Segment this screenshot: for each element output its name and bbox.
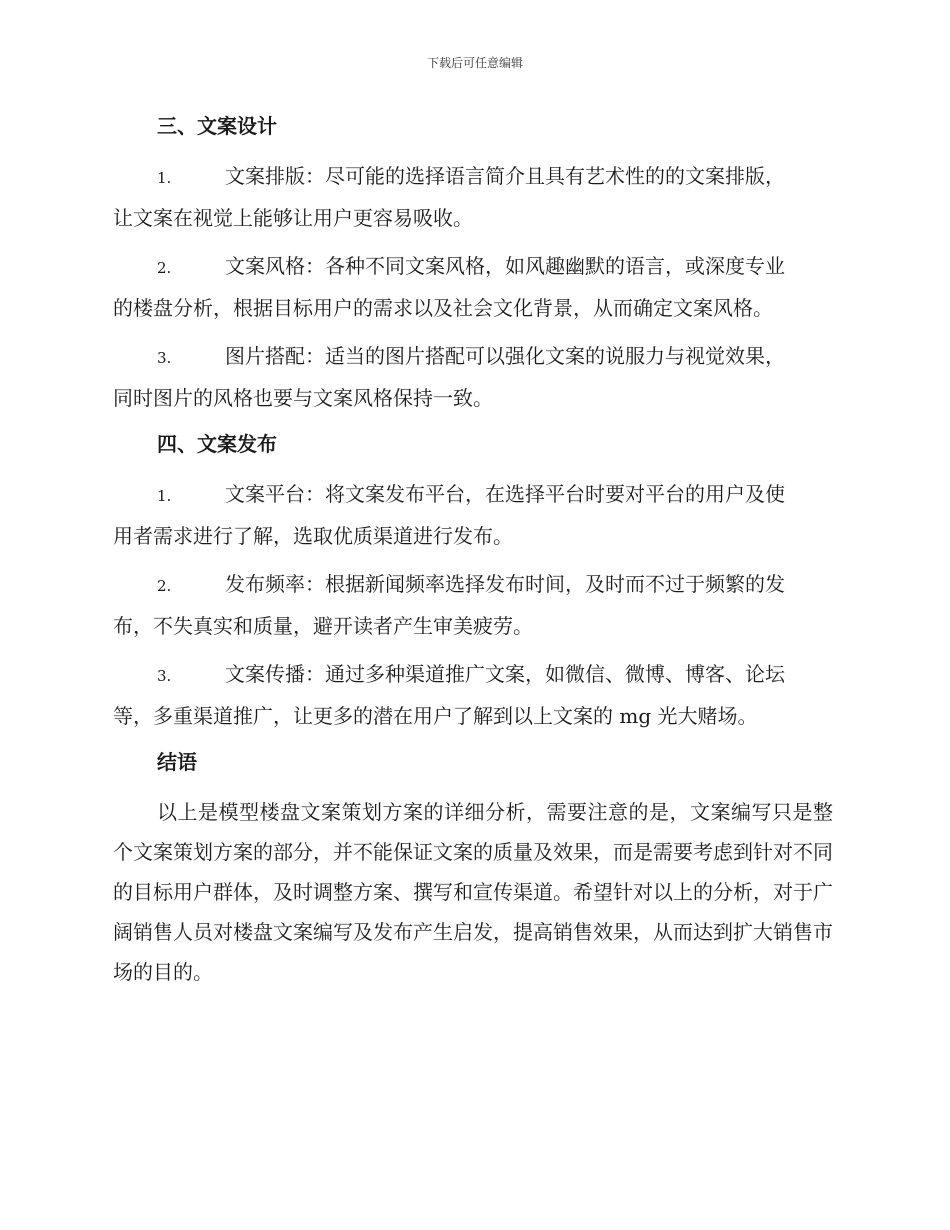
list-item-continuation: 布，不失真实和质量，避开读者产生审美疲劳。 [113, 614, 533, 638]
list-item-first-line [113, 564, 833, 606]
page-header-note: 下载后可任意编辑 [426, 56, 523, 70]
conclusion-heading: 结语 [157, 750, 197, 774]
list-item-number: 2. [157, 577, 172, 595]
list-item-number: 2. [157, 259, 172, 277]
list-item-first-line [113, 156, 833, 198]
list-item-first-line [113, 246, 833, 288]
list-item [113, 654, 833, 736]
list-item [113, 336, 833, 418]
section-heading-publish: 四、文案发布 [157, 432, 277, 456]
list-item-continuation: 的楼盘分析，根据目标用户的需求以及社会文化背景，从而确定文案风格。 [113, 296, 773, 320]
list-item-continuation: 同时图片的风格也要与文案风格保持一致。 [113, 386, 493, 410]
list-item [113, 474, 833, 556]
list-item-text: 文案排版：尽可能的选择语言简介且具有艺术性的的文案排版， [225, 164, 785, 188]
list-item-first-line [113, 474, 833, 516]
list-item-continuation: 让文案在视觉上能够让用户更容易吸收。 [113, 206, 473, 230]
list-item-text: 文案传播：通过多种渠道推广文案，如微信、微博、博客、论坛 [225, 662, 785, 686]
list-item-continuation: 等，多重渠道推广，让更多的潜在用户了解到以上文案的 mg 光大赌场。 [113, 704, 758, 728]
list-item [113, 246, 833, 328]
list-item-number: 3. [157, 667, 172, 685]
list-item-text: 图片搭配：适当的图片搭配可以强化文案的说服力与视觉效果， [225, 344, 785, 368]
list-item-continuation: 用者需求进行了解，选取优质渠道进行发布。 [113, 524, 513, 548]
list-item-first-line [113, 654, 833, 696]
list-item [113, 564, 833, 646]
list-item-number: 1. [157, 169, 172, 187]
section-heading-design: 三、文案设计 [157, 114, 277, 138]
list-item-text: 文案风格：各种不同文案风格，如风趣幽默的语言，或深度专业 [225, 254, 785, 278]
document-body [113, 108, 833, 992]
conclusion-paragraph: 以上是模型楼盘文案策划方案的详细分析，需要注意的是，文案编写只是整个文案策划方案的部分，并不能保证文案的质量及效果，而是需要考虑到针对不同的目标用户群体，及时调整方案、撰写和宣传渠道。希望针对以上的分析，对于广阔销售人员对楼盘文案编写及发布产生启发，提高销售效果，从而达到扩大销售市场的目的。 [113, 800, 833, 984]
list-item-number: 3. [157, 349, 172, 367]
list-item-text: 文案平台：将文案发布平台，在选择平台时要对平台的用户及使 [225, 482, 785, 506]
list-item-first-line [113, 336, 833, 378]
list-item [113, 156, 833, 238]
list-item-text: 发布频率：根据新闻频率选择发布时间，及时而不过于频繁的发 [225, 572, 785, 596]
list-item-number: 1. [157, 487, 172, 505]
